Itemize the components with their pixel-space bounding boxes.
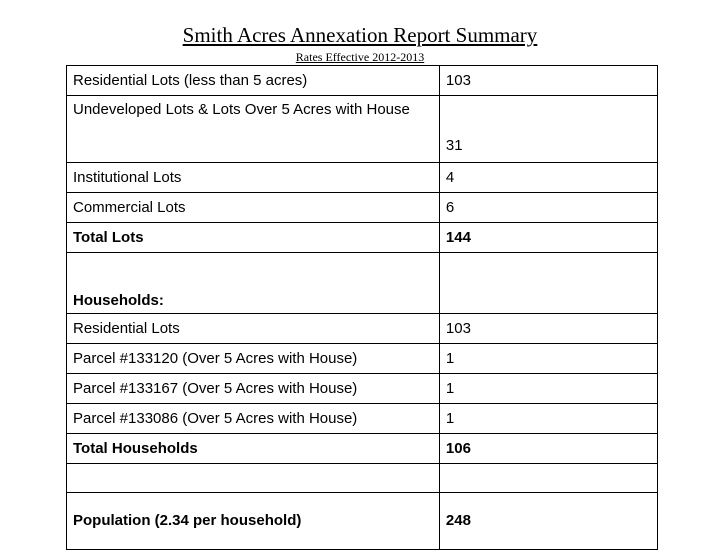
table-row [67,493,658,550]
table-row [67,96,658,163]
total-lots-value: 144 [439,223,657,253]
table-row [67,374,658,404]
total-lots-label: Total Lots [67,223,440,253]
table-row [67,66,658,96]
row-value: 103 [439,314,657,344]
page-title: Smith Acres Annexation Report Summary [182,23,538,47]
row-label: Parcel #133120 (Over 5 Acres with House) [67,344,440,374]
table-row [67,223,658,253]
table-row [67,404,658,434]
empty-cell [439,464,657,493]
table-row [67,344,658,374]
row-label: Parcel #133167 (Over 5 Acres with House) [67,374,440,404]
total-households-label: Total Households [67,434,440,464]
row-value: 1 [439,404,657,434]
row-label: Residential Lots [67,314,440,344]
empty-cell [67,464,440,493]
table-row [67,193,658,223]
row-label: Residential Lots (less than 5 acres) [67,66,440,96]
row-value [439,253,657,314]
population-value: 248 [439,493,657,550]
row-label: Parcel #133086 (Over 5 Acres with House) [67,404,440,434]
row-value: 4 [439,163,657,193]
table-row [67,253,658,314]
table-row [67,314,658,344]
summary-table [66,65,658,550]
row-value: 1 [439,374,657,404]
table-row-empty [67,464,658,493]
row-value: 31 [439,96,657,163]
households-header: Households: [67,253,440,314]
population-label: Population (2.34 per household) [67,493,440,550]
row-label: Undeveloped Lots & Lots Over 5 Acres with House [67,96,440,163]
table-row [67,163,658,193]
table-row [67,434,658,464]
page-subtitle: Rates Effective 2012-2013 [295,50,425,64]
row-label: Commercial Lots [67,193,440,223]
row-value: 1 [439,344,657,374]
row-value: 103 [439,66,657,96]
total-households-value: 106 [439,434,657,464]
row-label: Institutional Lots [67,163,440,193]
row-value: 6 [439,193,657,223]
